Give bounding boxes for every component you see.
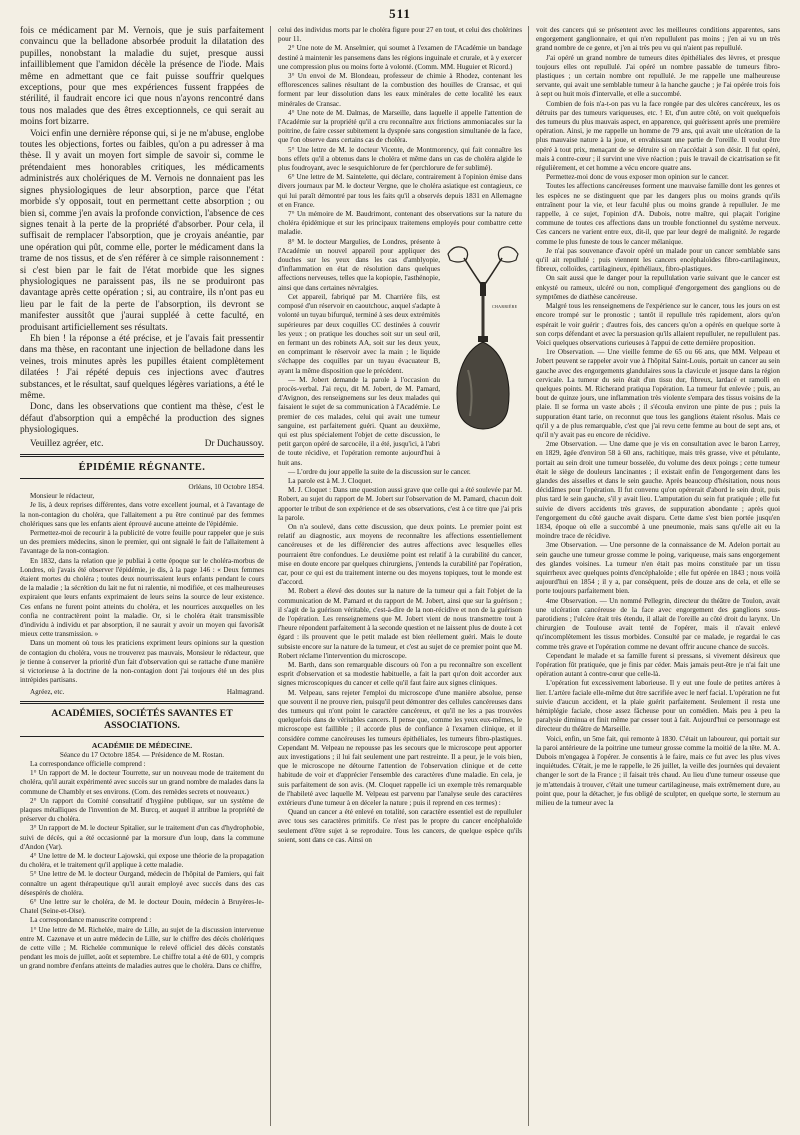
paragraph: Quand un cancer a été enlevé en totalité, son caractère essentiel est de repulluler avec tous ses caractères primitifs. Ce n'est pas le propre du cancer encéphaloïde seulement d'être sujet à se reproduire. Tous les cancers, de quelque espèce qu'ils soient, sont dans ce cas. Ainsi on	[278, 808, 522, 844]
paragraph: M. Barth, dans son remarquable discours où l'on a pu reconnaître son excellent esprit d'observation et sa modestie habituelle, a fait la part qu'on doit accorder aux signes microscopiques du cancer et celle qu'il faut faire aux signes cliniques.	[278, 661, 522, 688]
column-3	[536, 26, 780, 1129]
paragraph: Donc, dans les observations que contient ma thèse, c'est le défaut d'absorption qui a empêché la production des signes physiologiques.	[20, 402, 264, 436]
paragraph: M. J. Cloquet : Dans une question aussi grave que celle qui a été soulevée par M. Robert, au sujet du rapport de M. Jobert sur l'observation de M. Pamard, chacun doit apporter le tribut de son expérience et de ses observations, c'est à ce titre que j'ai pris la parole.	[278, 486, 522, 522]
column-1	[20, 26, 264, 1129]
epidemic-title: ÉPIDÉMIE RÉGNANTE.	[78, 462, 206, 474]
apparatus-illustration	[444, 240, 522, 450]
list-item: 1° Un rapport de M. le docteur Tourrette, sur un nouveau mode de traitement du choléra, qu'il aurait expérimenté avec succès sur un grand nombre de malades dans la commune de Chambly et ses environs. (Com. des remèdes secrets et nouveaux.)	[20, 769, 264, 796]
signature-line	[20, 439, 264, 450]
paragraph: Permettez-moi de recourir à la publicité de votre feuille pour rappeler que je suis un des premiers médecins, sinon le premier, qui ont signalé le fait de l'allaitement à l'avantage de la non-contagion.	[20, 529, 264, 556]
paragraph: Malgré tous les renseignemens de l'expérience sur le cancer, tous les jours on est encore trompé sur le pronostic ; tantôt il repullule très rapidement, alors qu'on espérait le voir guérir ; d'autres fois, des cancers qu'on a opérés en quelque sorte à son corps défendant et avec la persuasion qu'ils allaient repulluler, ne repullulent pas. Voici quelques observations curieuses à l'appui de cette dernière proposition.	[536, 302, 780, 347]
observation-4: 4me Observation. — Un nommé Pellegrin, directeur du théâtre de Toulon, avait une ulcération cancéreuse de la face avec engorgement des ganglions sous-parotidiens ; l'ulcère était très étendu, il allait de l'oreille au côté droit du larynx. Un chirurgien de Toulouse avait tenté de l'opérer, mais il n'avait enlevé qu'incomplètement les tissus morbides. Consulté par ce malade, je regardai le cas comme très grave et l'opération comme ne devant offrir aucune chance de succès.	[536, 596, 780, 651]
paragraph: Toutes les affections cancéreuses forment une mauvaise famille dont les genres et les espèces ne se distinguent que par les dangers plus ou moins grands qu'ils entraînent pour la vie, et leur faculté plus ou moins grande à repulluler. Je me rappelle, à ce sujet, l'opinion d'A. Dubois, notre maître, qui plaçait l'origine commune de toutes ces affections dans un trouble fonctionnel du système nerveux. Ces cancers ne varient entre eux, dit-il, que par leur degré de malignité. Je regarde comme le plus funeste de tous le cancer mélanique.	[536, 182, 780, 246]
paragraph: En 1832, dans la relation que je publiai à cette époque sur le choléra-morbus de Londres, où j'avais été observer l'épidémie, je dis, à la page 146 : « Deux femmes étaient mortes du choléra ; toutes deux nourrissaient leurs enfants pendant le cours de la maladie ; la sécrétion du lait ne fut ni ralentie, ni modifiée, et ces malheureuses expiraient que leurs enfants exprimaient de leurs seins la source de leur existence. Ces enfans ne furent point atteints du choléra, et les nourrices auxquelles on les confia ne contractèrent point la maladie. Or, si le choléra était transmissible d'individu à individu et par absorption, il ne saurait y avoir un moyen qui favorisât mieux cette transmission. »	[20, 556, 264, 639]
list-item: 5° Une lettre de M. le docteur Ourgand, médecin de l'hôpital de Pamiers, qui fait connaître un agent thérapeutique qu'il aurait employé avec succès dans des cas désespérés de choléra.	[20, 870, 264, 897]
eye-douche-apparatus-figure	[444, 240, 522, 450]
list-item: 2° Un rapport du Comité consultatif d'hygiène publique, sur un système de plaques métalliques de l'invention de M. Burcq, et auquel il attribue la propriété de préserver du choléra.	[20, 796, 264, 824]
sign-off: Agréez, etc.	[30, 687, 65, 696]
paragraph: Eh bien ! la réponse a été précise, et je l'avais fait pressentir dans ma thèse, en racontant une injection de belladone dans les veines, trois minutes après les pupilles étaient complètement dilatées ! J'ai répété depuis ces injections avec d'autres substances, et le résultat, sauf quelques légères variations, a été le même.	[20, 333, 264, 401]
observation-2: 2me Observation. — Une dame que je vis en consultation avec le baron Larrey, en 1829, âgée d'environ 58 à 60 ans, rachitique, mais très grasse, vive et pétulante, portait au sein droit une tumeur bosselée, du volume des deux poings ; cette tumeur était le siège de douleurs lancinantes ; il existait enfin de l'engorgement dans les glandes des aisselles et dans le sein gauche. Après beaucoup d'hésitation, nous nous décidâmes pour l'opération. Il fut convenu qu'on opérerait d'abord le sein droit, puis plus tard le sein gauche, s'il y avait lieu. L'amputation du sein fut pratiquée ; elle fut suivie de divers accidents très graves, de suppuration abondante ; après quoi l'engorgement du côté gauche avait disparu. Cette dame s'est bien portée jusqu'en 1834, époque où elle a succombé à une pneumonie, mais sans qu'elle ait eu la moindre trace de récidive.	[536, 440, 780, 541]
paragraph: La correspondance officielle comprend :	[30, 759, 146, 768]
paragraph: fois ce médicament par M. Vernois, que je suis parfaitement convaincu que la belladone absorbée produit la dilatation des pupilles, nonobstant la maladie du sujet, presque aussi infailliblement que l'amidon décèle la présence de l'iode. Mais même en admettant que ce fait puisse souffrir quelques exceptions, pour que mes expériences fussent frappées de stérilité, il faudrait encore ici que nous n'ayons rencontré dans tous nos malades que des êtres exceptionnels, ce qui serait au moins fort bizarre.	[20, 26, 264, 128]
paragraph: On n'a soulevé, dans cette discussion, que deux points. Le premier point est relatif au diagnostic, aux moyens de reconnaître les affections essentiellement cancéreuses et de les différencier des autres affections avec lesquelles elles pourraient être confondues. Le deuxième point est relatif à la curabilité du cancer, mise en doute encore par quelques chirurgiens, j'entends la curabilité par l'opération, car, pour ce qui est du traitement interne ou des moyens topiques, tout le monde est d'accord.	[278, 522, 522, 587]
paragraph: L'opération fut excessivement laborieuse. Il y eut une foule de petites artères à lier. L'artère faciale elle-même dut être sacrifiée avec le nerf facial. L'opération ne fut suivie d'aucun accident, et la plaie guérit parfaitement. Seulement il resta une hémiplégie faciale, chose assez fâcheuse pour un comédien. Mais peu à peu la paralysie diminua et finit même par cesser tout à fait. Aujourd'hui ce personnage est directeur du théâtre de Marseille.	[536, 679, 780, 734]
paragraph: Je n'ai pas souvenance d'avoir opéré un malade pour un cancer semblable sans qu'il ait repullulé ; puis viennent les cancers encéphaloïdes fibro-cartilagineux, fibreux, colloïdes, cartilagineux, épithéliaux, fibro-plastiques.	[536, 246, 780, 274]
lead-article	[20, 26, 264, 450]
list-item: 4° Une note de M. Dalmas, de Marseille, dans laquelle il appelle l'attention de l'Académie sur la propriété qu'il a cru reconnaître aux frictions ammoniacales sur la poitrine, de faire cesser subitement la dyspnée sans congestion simultanée de la face, que l'on observe dans certains cas de choléra.	[278, 108, 522, 145]
paragraph: voit des cancers qui se présentent avec les meilleures conditions apparentes, sans engorgement ganglionnaire, et qui n'en repullulent pas moins ; j'en ai vu un très grand nombre de ce genre, et j'en ai très peu vu qui n'aient pas repullulé.	[536, 26, 780, 53]
paragraph: Cependant le malade et sa famille furent si pressans, si vivement désireux que l'opération fût pratiquée, que je finis par céder. Mais jamais peut-être je n'ai fait une opération autant à contre-cœur que celle-là.	[536, 651, 780, 679]
figure-caption: CHARRIÈRE	[492, 303, 518, 309]
paragraph: Permettez-moi donc de vous exposer mon opinion sur le cancer.	[546, 173, 729, 182]
list-item: 8° M. le docteur Margulies, de Londres, présente à l'Académie un nouvel appareil pour appliquer des douches sur les yeux dans les cas d'amblyopie, d'inflammation en état de résolution dans quelques affections nerveuses, telles que la kopiopie, l'asthénopie, ainsi que dans certaines névralgies.	[278, 237, 440, 292]
academy-name: ACADÉMIE DE MÉDECINE.	[91, 740, 193, 750]
paragraph: Voici enfin une dernière réponse qui, si je ne m'abuse, englobe toutes les objections, fortes ou faibles, qu'on a pu adresser à ma thèse. Il y avait un moyen fort simple de savoir si, comme le prétendaient mes honorables critiques, les médicaments administrés aux cholériques de M. Vernois ne donnaient pas les signes physiologiques de leur absorption, parce que l'état morbide s'y opposait, tout en permettant cette absorption ; ou bien si, comme j'en avais la profonde conviction, l'absence de ces signes tenait à la perte de la propriété d'absorber. Pour cela, il suffisait de remplacer l'absorption, que je croyais anéantie, par une opération qui pût, comme elle, porter le médicament dans la trame de nos tissus, et de s'en référer à ce simple raisonnement : si c'est bien par le fait de l'état morbide que les signes physiologiques ne paraissent pas, ils ne se produiront pas davantage après cette opération ; si, au contraire, ils n'ont pas eu lieu par le fait de la perte de l'absorption, ils devront se manifester aussitôt que j'aurai suppléé à cette faculté, en produisant artificiellement ses résultats.	[20, 128, 264, 333]
list-item: 6° Une lettre sur le choléra, de M. le docteur Douin, médecin à Bruyères-le-Chatel (Seine-et-Oise).	[20, 897, 264, 916]
academies-title: ACADÉMIES, SOCIÉTÉS SAVANTES ET ASSOCIATIONS.	[51, 707, 233, 731]
column-divider	[270, 26, 271, 1126]
page-number: 511	[389, 6, 411, 21]
paragraph: Je lis, à deux reprises différentes, dans votre excellent journal, et à l'avantage de la non-contagion du choléra, que l'allaitement a pu être continué par des femmes cholériques sans que les enfants aient éprouvé aucune atteinte de l'épidémie.	[20, 501, 264, 528]
list-item: 3° Un envoi de M. Blondeau, professeur de chimie à Rhodez, contenant les efflorescences salines résultant de la combustion des houilles de Cransac, et qui forment par leur dissolution dans les eaux minérales de cette localité les eaux minérales de Cransac.	[278, 72, 522, 108]
paragraph: Combien de fois n'a-t-on pas vu la face rongée par des ulcères cancéreux, les os détruits par des tumeurs variqueuses, etc. ! Et, d'un autre côté, on voit quelquefois des tumeurs du plus mauvais aspect, en apparence, qui guérissent après une première opération. Ainsi, je me rappelle un homme de 79 ans, qui avait une ulcération de la plus mauvaise nature à la joue, et envahissant une partie de l'oreille. Il voulut être opéré à tout prix, menaçant de se détruire si on n'accédait à son désir. Il fut opéré, mais à contre-cœur ; il survint une vive réaction ; puis le travail de cicatrisation se fit régulièrement, et cet homme a vécu encore quatre ans.	[536, 99, 780, 173]
paragraph: — L'ordre du jour appelle la suite de la discussion sur le cancer.	[288, 467, 471, 476]
list-item: 1° Une lettre de M. Richelée, maire de Lille, au sujet de la discussion intervenue entre M. Cazenave et un autre médecin de Lille, sur le chiffre des décès cholériques de cette ville ; M. Richelée communique le relevé officiel des décès constatés pendant les mois de juillet, août et septembre. Le chiffre total a été de 601, y compris un grand nombre d'enfans atteints de maladies autres que le choléra. Dans ce chiffre,	[20, 925, 264, 971]
paragraph: La correspondance manuscrite comprend :	[30, 916, 152, 925]
paragraph: M. Robert a élevé des doutes sur la nature de la tumeur qui a fait l'objet de la communication de M. Pamard et du rapport de M. Jobert, ainsi que sur la guérison ; il s'agit de la guérison véritable, c'est-à-dire de la non-récidive et non de la guérison de l'opération. Les renseignemens que M. Jobert vient de nous transmettre tout à l'heure répondent parfaitement à la seconde question et ne laissent plus de doute à cet égard : ils prouvent que le petit malade est bien réellement guéri. Mais le doute subsiste encore sur la nature de la tumeur, et c'est au sujet de ce premier point que M. Robert réclame l'intervention du microscope.	[278, 587, 522, 660]
signature: Halmagrand.	[226, 687, 264, 696]
session-line: Séance du 17 Octobre 1854. — Présidence de M. Rostan.	[59, 750, 225, 759]
list-item: 5° Une lettre de M. le docteur Vicente, de Montmorency, qui fait connaître les bons effets qu'il a obtenus dans le choléra et même dans un cas de choléra algide le plus foudroyant, avec le sesquichlorure de fer (perchlorure de fer sublimé).	[278, 145, 522, 173]
dateline: Orléans, 10 Octobre 1854.	[188, 483, 264, 492]
observation-1: 1re Observation. — Une vieille femme de 65 ou 66 ans, que MM. Velpeau et Jobert peuvent se rappeler avoir vue à l'hôpital Saint-Louis, portait un cancer au sein gauche avec des engorgements glandulaires sous la clavicule et jusque dans la région cervicale. La tumeur du sein était d'un tissu dur, fibreux, lardacé et ramolli en quelques points. M. Richerand pratiqua l'opération. La tumeur fut enlevée ; puis, au bout de quinze jours, une inflammation très violente s'empara des tissus voisins de la plaie. Il se forma un vaste abcès ; il s'écoula environ une pinte de pus ; puis la suppuration étant tarie, on reconnut que tous les ganglions étaient résolus. Mais ce qu'il y a de plus remarquable, c'est que j'ai revu cette femme au bout de sept ans, et qu'il n'y avait pas eu encore de récidive.	[536, 348, 780, 439]
list-item: 4° Une lettre de M. le docteur Lajowski, qui expose une théorie de la propagation du choléra, et le traitement qu'il applique à cette maladie.	[20, 851, 264, 870]
section-rule	[20, 454, 264, 457]
observation-5: Voici, enfin, un 5me fait, qui remonte à 1830. C'était un laboureur, qui portait sur la paroi antérieure de la poitrine une tumeur grosse comme la moitié de la tête. M. A. Dubois m'engagea à l'opérer. Je consentis à le faire, mais ce fut avec les plus vives inquiétudes. C'était, je me le rappelle, le 26 juillet, la veille des journées qui devaient changer le sort de la France ; il faisait très chaud. Au lieu d'une tumeur osseuse que je m'attendais à trouver, c'était une tumeur cartilagineuse, mais extrêmement dure, au point que, pour la détacher, je fus obligé de sculpter, en quelque sorte, le sternum au milieu de la tumeur avec la	[536, 734, 780, 808]
paragraph: La parole est à M. J. Cloquet.	[288, 476, 373, 485]
paragraph: — M. Jobert demande la parole à l'occasion du procès-verbal. J'ai reçu, dit M. Jobert, de M. Pamard, d'Avignon, des renseignemens sur les deux malades qui faisaient le sujet de sa communication à l'Académie. Le premier de ces malades, celui qui avait une tumeur sanguine, est parfaitement guéri. Quant au deuxième, qui est plus spécialement l'objet de cette discussion, le petit garçon opéré de sarcocèle, il a été, jusqu'ici, à l'abri de toute récidive, et l'opération remonte aujourd'hui à huit ans.	[278, 375, 440, 467]
paragraph: On sait aussi que le danger pour la repullulation varie suivant que le cancer est enkysté ou rameux, ulcéré ou non, compliqué d'engorgement des ganglions ou de symptômes de diathèse cancéreuse.	[536, 274, 780, 301]
section-rule	[20, 701, 264, 704]
signature-line	[20, 688, 264, 697]
sign-off: Veuillez agréer, etc.	[30, 438, 104, 449]
column-2	[278, 26, 522, 1129]
paragraph: M. Velpeau, sans rejeter l'emploi du microscope d'une manière absolue, pense que souvent il ne prouve rien, puisqu'il peut démontrer des cellules cancéreuses dans des tumeurs qui n'ont point le caractère cancéreux, et qu'il ne les a pas trouvées quelquefois dans de véritables cancers. Il pense que, comme les yeux eux-mêmes, le microscope est faillible ; il accorde plus de confiance à l'examen clinique, et il considère comme cancéreuses les tumeurs épithéliales, les tumeurs fibro-plastiques. Cependant M. Velpeau ne repousse pas les secours que le microscope peut apporter aux investigations ; il lui fait seulement une part restreinte. Il a peur, je le vois bien, que le microscope ne détourne l'attention de l'observation clinique et de cette habitude de voir et d'apprécier l'ensemble des caractères d'une maladie. En cela, je suis parfaitement de son avis. (M. Cloquet rappelle ici un exemple très remarquable de l'habileté avec laquelle M. Velpeau est parvenu par l'analyse seule des caractères extérieurs d'une tumeur à en déceler la nature ; puis il reprend en ces termes) :	[278, 688, 522, 808]
salutation: Monsieur le rédacteur,	[30, 492, 95, 501]
list-item: 7° Un mémoire de M. Baudrimont, contenant des observations sur la nature du choléra épidémique et sur les principaux traitemens employés pour combattre cette maladie.	[278, 210, 522, 237]
section-rule	[20, 478, 264, 479]
paragraph: Dans un moment où tous les praticiens expriment leurs opinions sur la question de contagion du choléra, vous ne trouverez pas mauvais, Monsieur le rédacteur, que je tienne à conserver la priorité d'un fait d'observation qui se rattache d'une manière si victorieuse à la doctrine de la non-contagion dont j'ai toujours été un des plus intrépides partisans.	[20, 639, 264, 685]
observation-3: 3me Observation. — Une personne de la connaissance de M. Adelon portait au sein gauche une tumeur grosse comme le poing, variqueuse, mais sans engorgement des glandes voisines. La tumeur n'en était pas moins constituée par un tissu squirrheux avec quelques points d'encéphaloïde ; elle fut opérée en 1843 ; nous voilà aujourd'hui en 1854 ; il y a, par conséquent, près de douze ans de cela, et elle se porte toujours parfaitement bien.	[536, 541, 780, 596]
list-item: 6° Une lettre de M. Saintelette, qui déclare, contrairement à l'opinion émise dans divers journaux par M. le docteur Vergne, que le choléra asiatique est contagieux, ce qui lui paraît démontré par tous les faits qu'il a observés depuis 1831 en Allemagne et en France.	[278, 173, 522, 209]
paragraph: Cet appareil, fabriqué par M. Charrière fils, est composé d'un réservoir en caoutchouc, auquel s'adapte à volonté un tuyau bifurqué, terminé à ses deux extrémités supérieures par deux coquilles CC destinées à couvrir les yeux ; on pratique les douches soit sur un seul œil, en fermant un des robinets AA, soit sur les deux yeux, en comprimant le réservoir avec la main ; le liquide s'échappe des coquilles par un tuyau évacuateur B, ayant la même disposition que le précédent.	[278, 292, 441, 375]
paragraph: celui des individus morts par le choléra figure pour 27 en tout, et celui des cholérines pour 11.	[278, 26, 522, 44]
paragraph: J'ai opéré un grand nombre de tumeurs dites épithéliales des lèvres, et presque toujours elles ont repullulé. J'ai opéré un nombre passable de tumeurs fibro-plastiques ; un certain nombre ont repullulé. Je me rappelle une malheureuse servante, qui avait une semblable tumeur à la hanche gauche ; je l'ai opérée trois fois à sept ou huit mois d'intervalle, et elle a succombé.	[536, 53, 780, 99]
section-rule	[20, 736, 264, 737]
signature: Dr Duchaussoy.	[204, 438, 264, 449]
list-item: 3° Un rapport de M. le docteur Spitalier, sur le traitement d'un cas d'hydrophobie, suivi de décès, qui a été occasionné par la morsure d'un loup, dans la commune d'Andon (Var).	[20, 824, 264, 851]
column-divider	[528, 26, 529, 1126]
list-item: 2° Une note de M. Anselmier, qui soumet à l'examen de l'Académie un bandage destiné à maintenir les pansemens dans les régions inguinale et crurale, et à y exercer une compression plus ou moins forte à volonté. (Comm. MM. Huguier et Ricord.)	[278, 44, 522, 71]
